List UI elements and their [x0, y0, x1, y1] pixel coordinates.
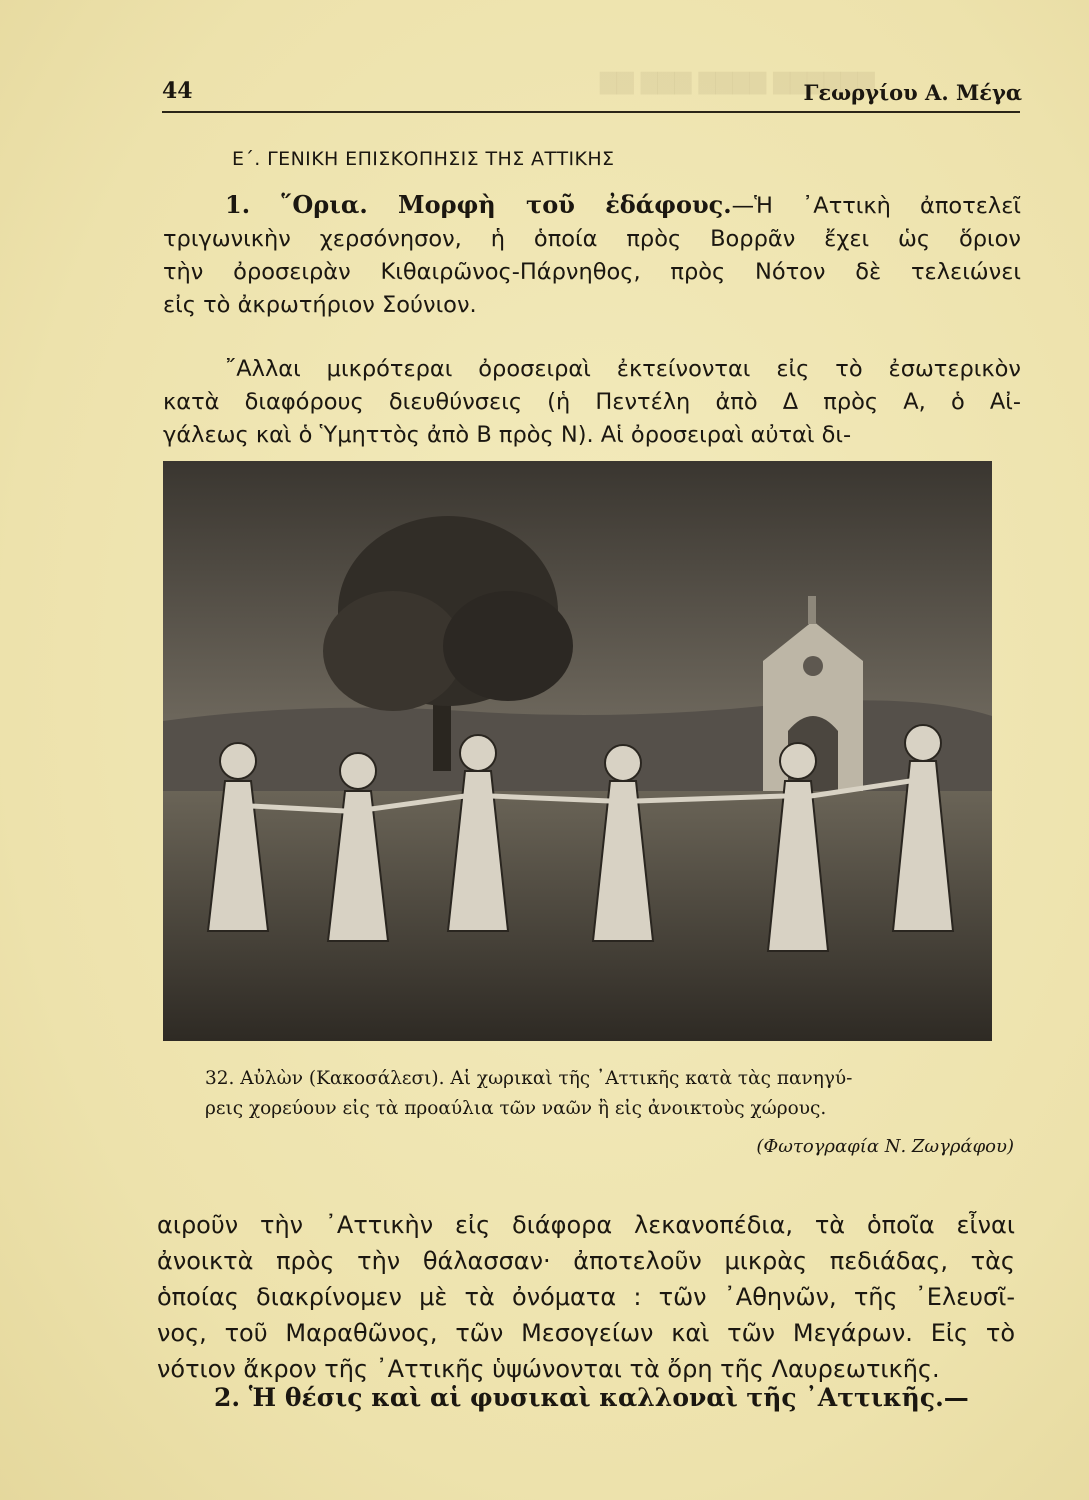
text-line: —Ἡ ᾿Αττικὴ ἀποτελεῖ: [731, 193, 1021, 219]
dance-photograph: [163, 461, 992, 1041]
text-line: αιροῦν τὴν ᾿Αττικὴν εἰς διάφορα λεκανοπέδια, τὰ ὁποῖα εἶναι: [157, 1211, 1015, 1239]
paragraph-first-line: [163, 188, 1021, 223]
figure-caption: [205, 1064, 995, 1124]
photo-credit: (Φωτογραφία Ν. Ζωγράφου): [756, 1136, 1014, 1157]
section-subheading: 2. Ἡ θέσις καὶ αἱ φυσικαὶ καλλοναὶ τῆς ᾿Αττικῆς.—: [214, 1383, 969, 1412]
running-head: Γεωργίου Α. Μέγα: [803, 80, 1022, 105]
section-heading: Ε΄. ΓΕΝΙΚΗ ΕΠΙΣΚΟΠΗΣΙΣ ΤΗΣ ΑΤΤΙΚΗΣ: [232, 148, 615, 170]
header-rule: [162, 111, 1020, 113]
text-line: νότιον ἄκρον τῆς ᾿Αττικῆς ὑψώνονται τὰ ὄρη τῆς Λαυρεωτικῆς.: [157, 1355, 940, 1383]
text-line: νος, τοῦ Μαραθῶνος, τῶν Μεσογείων καὶ τῶν Μεγάρων. Εἰς τὸ: [157, 1319, 1015, 1347]
paragraph-ranges: [163, 353, 1021, 452]
caption-line: 32. Αὐλὼν (Κακοσάλεσι). Αἱ χωρικαὶ τῆς ᾿Αττικῆς κατὰ τὰς πανηγύ-: [205, 1068, 853, 1089]
paragraph-basins: [157, 1207, 1015, 1387]
caption-line: ρεις χορεύουν εἰς τὰ προαύλια τῶν ναῶν ἢ εἰς ἀνοικτοὺς χώρους.: [205, 1098, 827, 1119]
page-header: [162, 78, 1022, 108]
text-line: ὁποίας διακρίνομεν μὲ τὰ ὀνόματα : τῶν ᾿Αθηνῶν, τῆς ᾿Ελευσῖ-: [157, 1283, 1015, 1311]
text-line: εἰς τὸ ἀκρωτήριον Σούνιον.: [163, 292, 477, 318]
text-line: ἀνοικτὰ πρὸς τὴν θάλασσαν· ἀποτελοῦν μικρὰς πεδιάδας, τὰς: [157, 1247, 1015, 1275]
photo-illustration: [163, 461, 992, 1041]
text-line: τὴν ὀροσειρὰν Κιθαιρῶνος-Πάρνηθος, πρὸς Νότον δὲ τελειώνει: [163, 259, 1021, 285]
text-line: ῎Αλλαι μικρότεραι ὀροσειραὶ ἐκτείνονται εἰς τὸ ἐσωτερικὸν: [225, 356, 1021, 382]
text-line: τριγωνικὴν χερσόνησον, ἡ ὁποία πρὸς Βορρᾶν ἔχει ὡς ὅριον: [163, 226, 1021, 252]
page-number: 44: [162, 78, 193, 104]
text-line: γάλεως καὶ ὁ Ὑμηττὸς ἀπὸ Β πρὸς Ν). Αἱ ὀροσειραὶ αὐταὶ δι-: [163, 422, 852, 448]
show-through-artifact: ▇▇ ▇▇▇ ▇▇▇▇ ▇▇▇▇▇▇: [600, 70, 875, 95]
paragraph-title: 1. ῞Ορια. Μορφὴ τοῦ ἐδάφους.: [225, 190, 732, 219]
paragraph-borders: [163, 188, 1021, 322]
text-line: κατὰ διαφόρους διευθύνσεις (ἡ Πεντέλη ἀπὸ Δ πρὸς Α, ὁ Αἰ-: [163, 389, 1021, 415]
